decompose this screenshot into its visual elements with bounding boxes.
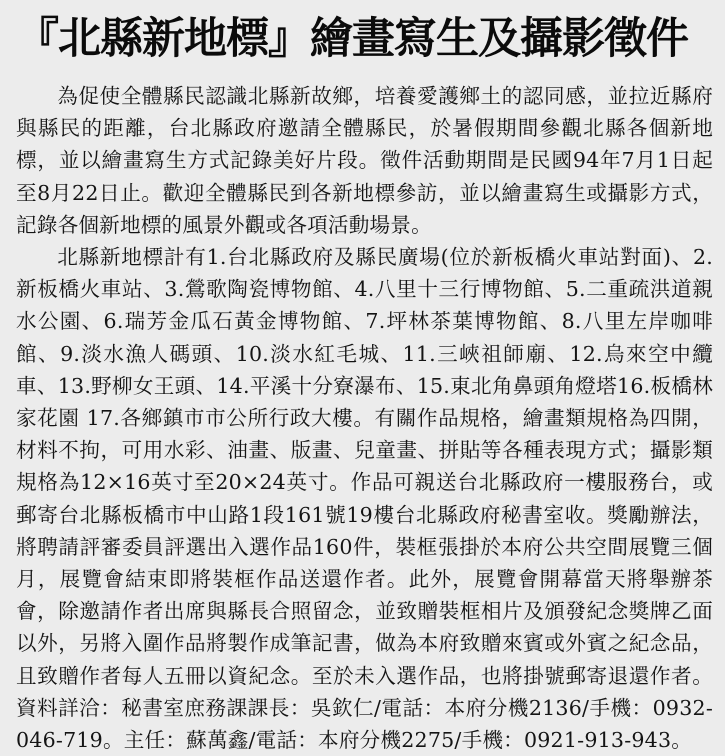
article-paragraph-details: 北縣新地標計有1.台北縣政府及縣民廣場(位於新板橋火車站對面)、2.新板橋火車站、3.鶯歌陶瓷博物館、4.八里十三行博物館、5.二重疏洪道親水公園、6.瑞芳金瓜石黃金博物館、7.坪林茶葉博物館、8.八里左岸咖啡館、9.淡水漁人碼頭、10.淡水紅毛城、11.三峽祖師廟、12.烏來空中纜車、13.野柳女王頭、14.平溪十分寮瀑布、15.東北角鼻頭角燈塔16.板橋林家花園 17.各鄉鎮市市公所行政大樓。有關作品規格，繪畫類規格為四開，材料不拘，可用水彩、油畫、版畫、兒童畫、拼貼等各種表現方式；攝影類規格為12×16英寸至20×24英寸。作品可親送台北縣政府一樓服務台，或郵寄台北縣板橋市中山路1段161號19樓台北縣政府秘書室收。獎勵辦法，將聘請評審委員評選出入選作品160件，裝框張掛於本府公共空間展覽三個月，展覽會結束即將裝框作品送還作者。此外，展覽會開幕當天將舉辦茶會，除邀請作者出席與縣長合照留念，並致贈裝框相片及頒發紀念獎牌乙面以外，另將入圍作品將製作成筆記書，做為本府致贈來賓或外賓之紀念品，且致贈作者每人五冊以資紀念。至於未入選作品，也將掛號郵寄退還作者。資料詳洽：秘書室庶務課課長：吳欽仁/電話：本府分機2136/手機：0932-046-719。主任：蘇萬鑫/電話：本府分機2275/手機：0921-913-943。 — [16, 245, 713, 753]
article-paragraph-intro: 為促使全體縣民認識北縣新故鄉，培養愛護鄉土的認同感，並拉近縣府與縣民的距離，台北縣政府邀請全體縣民，於暑假期間參觀北縣各個新地標，並以繪畫寫生方式記錄美好片段。徵件活動期間是民國94年7月1日起至8月22日止。歡迎全體縣民到各新地標參訪，並以繪畫寫生或攝影方式，記錄各個新地標的風景外觀或各項活動場景。 — [16, 84, 713, 237]
article-headline: 『北縣新地標』繪畫寫生及攝影徵件 — [16, 14, 688, 64]
